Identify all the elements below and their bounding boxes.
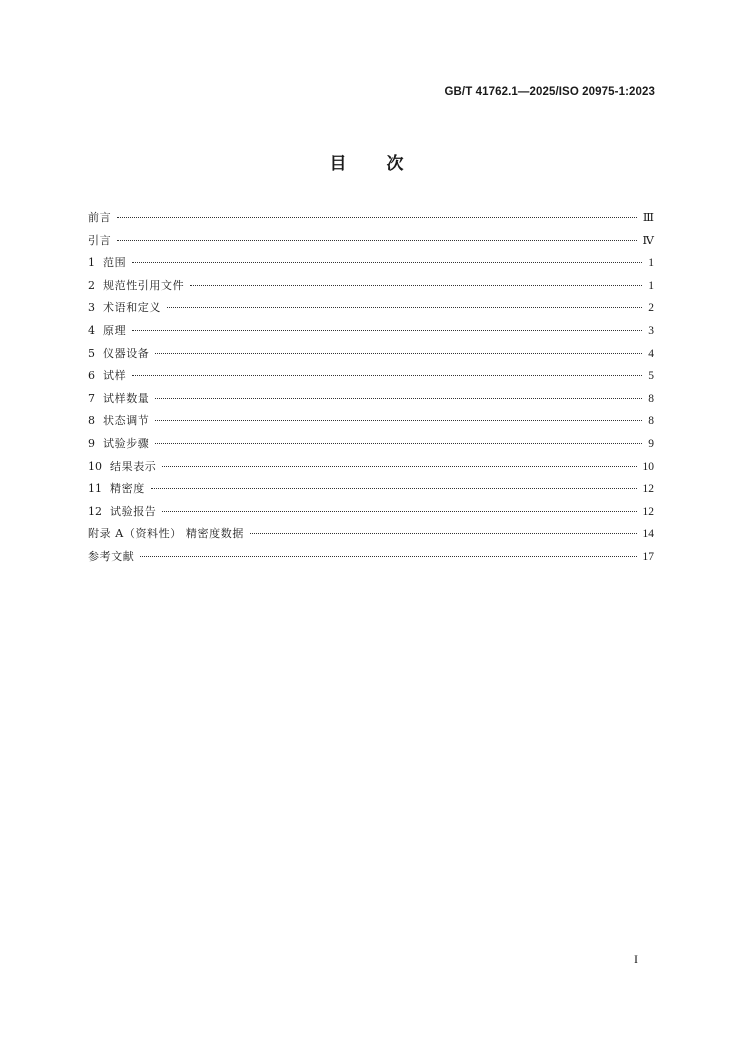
toc-entry-page: 8	[648, 392, 654, 405]
toc-entry-label: 试样	[103, 369, 127, 383]
toc-entry[interactable]	[88, 546, 654, 569]
toc-entry[interactable]	[88, 252, 654, 275]
toc-dot-leader	[155, 443, 642, 444]
toc-entry-number: 11	[88, 482, 102, 496]
toc-entry-number: 5	[88, 346, 95, 360]
toc-entry-label: 结果表示	[110, 459, 157, 473]
toc-entry[interactable]	[88, 343, 654, 366]
toc-entry-label: 引言	[88, 233, 112, 247]
toc-entry-page: 8	[648, 415, 654, 428]
toc-entry-label: 前言	[88, 211, 112, 224]
toc-entry-label: 试样数量	[103, 391, 150, 405]
toc-entry[interactable]	[88, 456, 654, 479]
page-number: I	[634, 952, 638, 966]
toc-entry[interactable]	[88, 433, 654, 456]
document-header: GB/T 41762.1—2025/ISO 20975-1:2023	[444, 86, 655, 98]
toc-dot-leader	[117, 240, 636, 241]
toc-entry-number: 2	[88, 278, 95, 292]
toc-entry-label: 试验报告	[110, 504, 157, 518]
toc-entry-label: 范围	[103, 256, 127, 270]
toc-entry[interactable]	[88, 501, 654, 524]
toc-entry[interactable]	[88, 365, 654, 388]
toc-entry-page: Ⅲ	[642, 212, 654, 224]
toc-entry[interactable]	[88, 207, 654, 230]
toc-entry-number: 7	[88, 391, 95, 405]
toc-entry-page: 10	[642, 460, 654, 473]
toc-entry-page: 1	[648, 279, 654, 292]
toc-dot-leader	[162, 466, 636, 467]
toc-entry-number: 9	[88, 436, 95, 450]
toc-dot-leader	[155, 353, 642, 354]
toc-entry-page: 9	[648, 437, 654, 450]
toc-entry[interactable]	[88, 523, 654, 546]
toc-entry-label: 规范性引用文件	[103, 278, 185, 292]
toc-entry-page: 4	[648, 347, 654, 360]
toc-entry-number: 4	[88, 323, 95, 337]
toc-entry-page: 17	[642, 550, 654, 563]
toc-entry[interactable]	[88, 320, 654, 343]
toc-entry-number: 3	[88, 301, 95, 315]
toc-dot-leader	[151, 488, 637, 489]
toc-entry-label: 参考文献	[88, 549, 135, 563]
toc-entry-number: 10	[88, 459, 102, 473]
toc-entry[interactable]	[88, 297, 654, 320]
toc-entry-page: 1	[648, 257, 654, 270]
toc-entry-page: 14	[642, 528, 654, 541]
toc-entry-number: 1	[88, 256, 95, 270]
toc-entry-number: 12	[88, 504, 102, 518]
toc-entry[interactable]	[88, 275, 654, 298]
toc-dot-leader	[132, 375, 642, 376]
toc-entry-label: 试验步骤	[103, 436, 150, 450]
table-of-contents	[88, 207, 654, 569]
toc-dot-leader	[155, 398, 642, 399]
toc-entry-page: 5	[648, 370, 654, 383]
toc-dot-leader	[162, 511, 636, 512]
toc-entry-page: 3	[648, 324, 654, 337]
toc-dot-leader	[250, 533, 637, 534]
toc-entry-number: 8	[88, 414, 95, 428]
toc-entry-label: 附录 A（资料性） 精密度数据	[88, 527, 244, 541]
toc-dot-leader	[132, 330, 642, 331]
toc-entry-page: 12	[642, 505, 654, 518]
toc-dot-leader	[155, 420, 642, 421]
toc-entry-label: 术语和定义	[103, 301, 161, 315]
toc-entry-label: 原理	[103, 323, 127, 337]
toc-entry-page: 12	[642, 483, 654, 496]
page-title	[0, 149, 733, 174]
toc-entry-label: 仪器设备	[103, 346, 150, 360]
toc-entry-number: 6	[88, 369, 95, 383]
toc-entry-label: 状态调节	[103, 414, 150, 428]
toc-entry-label: 精密度	[110, 482, 145, 496]
toc-dot-leader	[167, 307, 642, 308]
toc-entry-page: Ⅳ	[642, 234, 654, 247]
toc-entry[interactable]	[88, 230, 654, 253]
toc-entry-page: 2	[648, 302, 654, 315]
toc-dot-leader	[190, 285, 642, 286]
toc-dot-leader	[132, 262, 642, 263]
toc-dot-leader	[117, 217, 637, 218]
page-title-char-2: 次	[386, 154, 404, 174]
toc-entry[interactable]	[88, 388, 654, 411]
toc-entry[interactable]	[88, 410, 654, 433]
page-title-char-1: 目	[329, 154, 347, 174]
toc-entry[interactable]	[88, 478, 654, 501]
toc-dot-leader	[140, 556, 636, 557]
